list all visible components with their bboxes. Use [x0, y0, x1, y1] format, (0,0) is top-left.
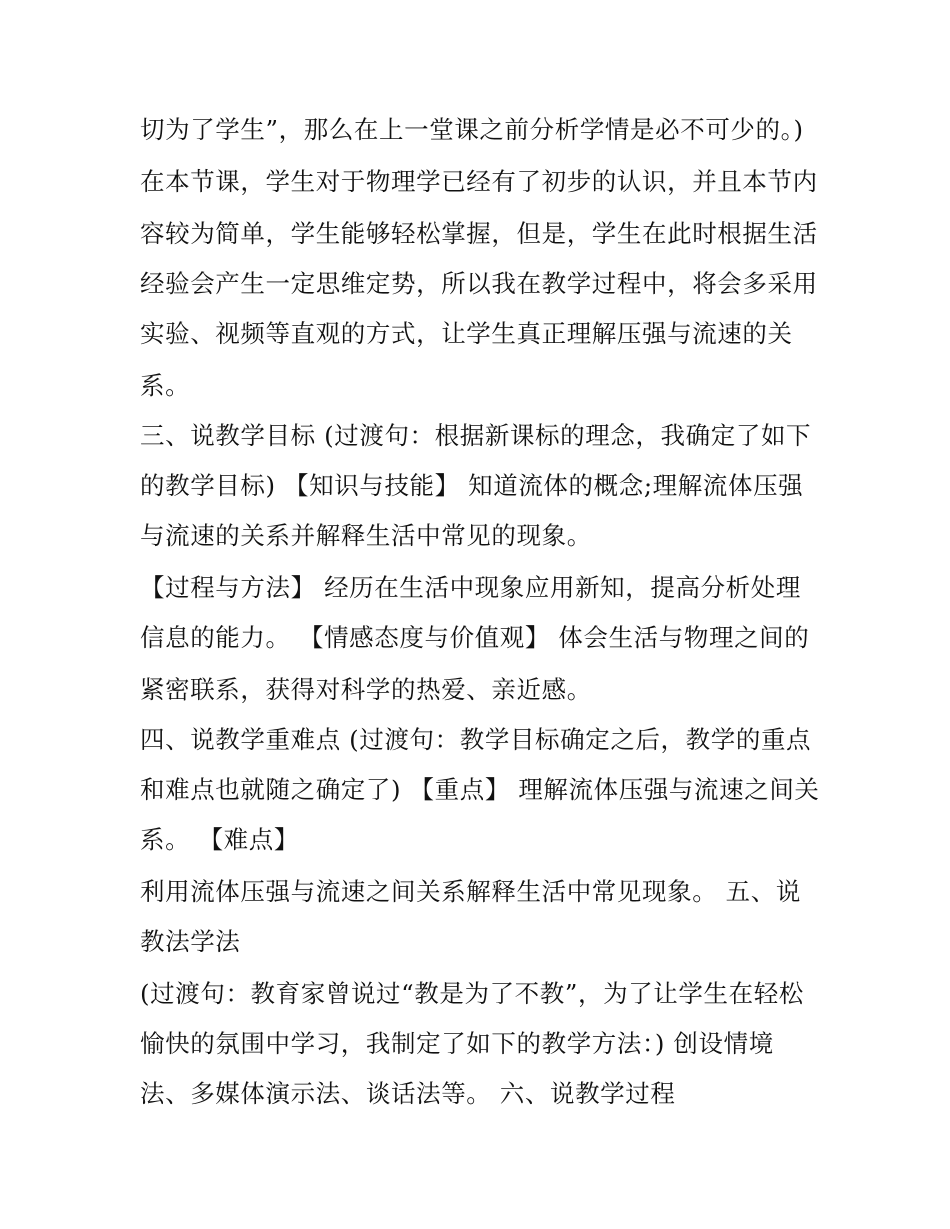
text-line: 【过程与方法】 经历在生活中现象应用新知，提高分析处理: [140, 573, 801, 602]
text-line: 信息的能力。 【情感态度与价值观】 体会生活与物理之间的: [140, 623, 810, 652]
text-line: 紧密联系，获得对科学的热爱、亲近感。: [140, 675, 592, 704]
text-line: 切为了学生”，那么在上一堂课之前分析学情是必不可少的。): [140, 115, 804, 144]
text-line: 与流速的关系并解释生活中常见的现象。: [140, 521, 592, 550]
text-line: 系。 【难点】: [140, 825, 299, 854]
text-line: 经验会产生一定思维定势，所以我在教学过程中，将会多采用: [140, 269, 818, 298]
text-line: 法、多媒体演示法、谈话法等。 六、说教学过程: [140, 1079, 676, 1108]
text-line: 在本节课，学生对于物理学已经有了初步的认识，并且本节内: [140, 167, 818, 196]
text-line: 教法学法: [140, 927, 241, 956]
text-line: 和难点也就随之确定了) 【重点】 理解流体压强与流速之间关: [140, 775, 820, 804]
text-line: 容较为简单，学生能够轻松掌握，但是，学生在此时根据生活: [140, 219, 818, 248]
section-heading-line: 四、说教学重难点 (过渡句：教学目标确定之后，教学的重点: [140, 725, 812, 754]
text-line: 利用流体压强与流速之间关系解释生活中常见现象。 五、说: [140, 877, 801, 906]
text-line: 愉快的氛围中学习，我制定了如下的教学方法：) 创设情境: [140, 1029, 774, 1058]
text-line: 系。: [140, 371, 191, 400]
text-line: 的教学目标) 【知识与技能】 知道流体的概念;理解流体压强: [140, 471, 804, 500]
text-line: 实验、视频等直观的方式，让学生真正理解压强与流速的关: [140, 319, 793, 348]
section-heading-line: 三、说教学目标 (过渡句：根据新课标的理念，我确定了如下: [140, 421, 812, 450]
text-line: (过渡句：教育家曾说过“教是为了不教”，为了让学生在轻松: [140, 979, 804, 1008]
